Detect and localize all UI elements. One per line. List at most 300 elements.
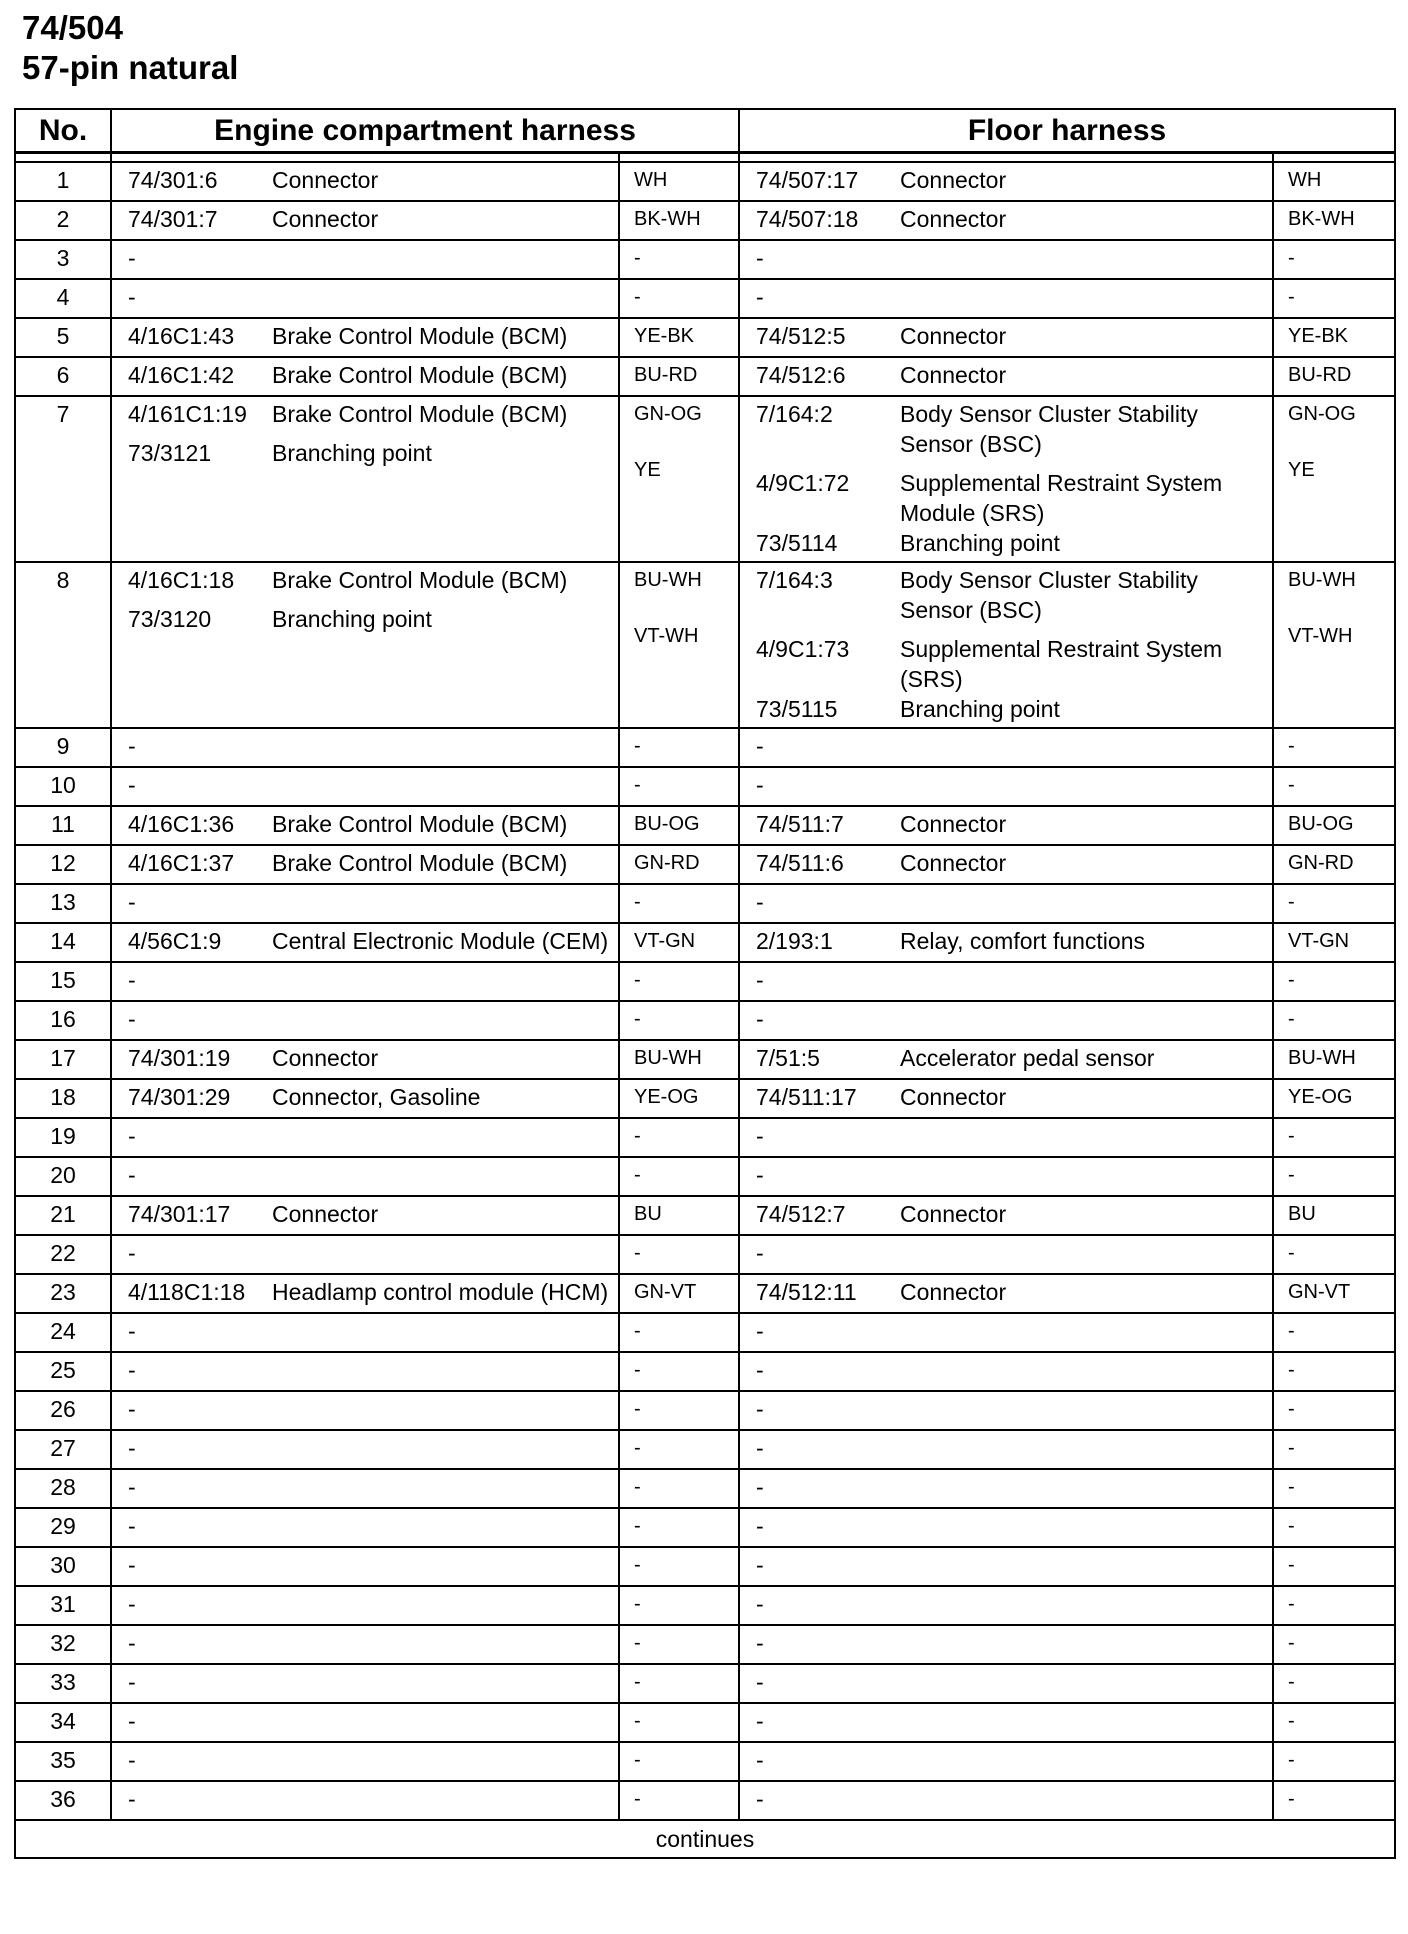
engine-wire-color-cell (619, 1508, 739, 1547)
engine-wire-color-cell (619, 1430, 739, 1469)
floor-wire-color: - (1288, 1476, 1295, 1498)
floor-wire-color-cell (1273, 884, 1395, 923)
engine-desc (272, 1433, 612, 1463)
floor-entry (756, 565, 1266, 625)
engine-ref: 4/16C1:36 (128, 811, 235, 837)
pin-number: 35 (15, 1742, 111, 1781)
floor-harness-cell (739, 1508, 1273, 1547)
floor-desc (900, 1433, 1266, 1463)
engine-harness-cell (111, 1040, 619, 1079)
engine-entry (128, 1784, 612, 1814)
engine-wire-color: YE-OG (634, 1086, 699, 1108)
table-row (15, 1664, 1395, 1703)
engine-desc: Connector (272, 206, 379, 232)
engine-ref: - (128, 1591, 136, 1617)
floor-desc (900, 1589, 1266, 1619)
pin-number: 32 (15, 1625, 111, 1664)
floor-ref: - (756, 1669, 764, 1695)
engine-harness-cell (111, 1664, 619, 1703)
engine-ref: 74/301:17 (128, 1201, 231, 1227)
floor-desc (900, 1745, 1266, 1775)
floor-ref: - (756, 1435, 764, 1461)
engine-wire-color-cell (619, 1352, 739, 1391)
floor-wire-color: BU (1288, 1203, 1316, 1225)
floor-entry (756, 1628, 1266, 1658)
engine-entry (128, 731, 612, 761)
floor-harness-cell (739, 562, 1273, 728)
floor-wire-color-cell (1273, 728, 1395, 767)
page-heading (22, 8, 238, 88)
engine-wire-color: BU-OG (634, 813, 700, 835)
engine-wire-color-cell (619, 1196, 739, 1235)
floor-harness-cell (739, 728, 1273, 767)
floor-desc: Connector (900, 1201, 1007, 1227)
floor-ref: 74/507:18 (756, 206, 859, 232)
engine-harness-cell (111, 357, 619, 396)
engine-desc: Brake Control Module (BCM) (272, 567, 568, 593)
floor-ref: - (756, 1318, 764, 1344)
table-row (15, 1508, 1395, 1547)
floor-harness-cell (739, 1196, 1273, 1235)
col-header-engine: Engine compartment harness (111, 109, 739, 153)
engine-desc (272, 1316, 612, 1346)
pin-number: 18 (15, 1079, 111, 1118)
engine-ref: 74/301:29 (128, 1084, 231, 1110)
floor-entry (756, 1082, 1266, 1112)
engine-wire-color: BU-RD (634, 364, 698, 386)
floor-ref: 4/9C1:72 (756, 470, 850, 496)
floor-wire-color: - (1288, 1008, 1295, 1030)
table-row (15, 240, 1395, 279)
pin-number: 8 (15, 562, 111, 728)
floor-wire-color-cell (1273, 1001, 1395, 1040)
floor-harness-cell (739, 1118, 1273, 1157)
engine-entry (128, 1160, 612, 1190)
floor-entry (756, 528, 1266, 558)
engine-wire-color: GN-RD (634, 852, 700, 874)
floor-harness-cell (739, 1040, 1273, 1079)
floor-desc (900, 1121, 1266, 1151)
engine-ref: 4/16C1:42 (128, 362, 235, 388)
engine-harness-cell (111, 767, 619, 806)
engine-wire-color: - (634, 735, 641, 757)
floor-entry (756, 1472, 1266, 1502)
floor-wire-color-cell (1273, 1235, 1395, 1274)
engine-wire-color-cell (619, 1586, 739, 1625)
floor-desc (900, 887, 1266, 917)
floor-desc: Body Sensor Cluster Stability Sensor (BSC) (900, 567, 1198, 623)
engine-desc (272, 1511, 612, 1541)
floor-ref: 74/512:11 (756, 1279, 857, 1305)
floor-desc: Connector (900, 1084, 1007, 1110)
engine-wire-color-cell (619, 357, 739, 396)
table-row (15, 1742, 1395, 1781)
engine-entry (128, 243, 612, 273)
floor-harness-cell (739, 1547, 1273, 1586)
engine-desc (272, 1745, 612, 1775)
engine-entry (128, 1667, 612, 1697)
engine-desc: Connector, Gasoline (272, 1084, 481, 1110)
engine-wire-color-cell (619, 1742, 739, 1781)
engine-ref: - (128, 1318, 136, 1344)
floor-ref: 73/5115 (756, 696, 838, 722)
floor-wire-color-cell (1273, 845, 1395, 884)
floor-entry (756, 1394, 1266, 1424)
table-row (15, 1274, 1395, 1313)
engine-entry (128, 1004, 612, 1034)
floor-wire-color: BU-WH (1288, 1047, 1356, 1069)
pin-number: 34 (15, 1703, 111, 1742)
floor-desc (900, 1472, 1266, 1502)
floor-desc: Connector (900, 206, 1007, 232)
engine-harness-cell (111, 728, 619, 767)
floor-wire-color-cell (1273, 1196, 1395, 1235)
engine-harness-cell (111, 884, 619, 923)
engine-wire-color: - (634, 1320, 641, 1342)
floor-ref: 74/512:6 (756, 362, 846, 388)
floor-wire-color: - (1288, 286, 1295, 308)
engine-desc: Brake Control Module (BCM) (272, 323, 568, 349)
floor-desc (900, 1160, 1266, 1190)
engine-ref: - (128, 1474, 136, 1500)
table-row (15, 1781, 1395, 1820)
pin-number: 10 (15, 767, 111, 806)
floor-desc (900, 1706, 1266, 1736)
pin-number: 25 (15, 1352, 111, 1391)
table-row (15, 1196, 1395, 1235)
engine-entry (128, 1628, 612, 1658)
col-header-floor: Floor harness (739, 109, 1395, 153)
floor-wire-color: - (1288, 774, 1295, 796)
floor-wire-color: GN-OG (1288, 403, 1356, 425)
floor-wire-color: YE-BK (1288, 325, 1349, 347)
engine-ref: 4/118C1:18 (128, 1279, 246, 1305)
floor-desc: Branching point (900, 696, 1060, 722)
floor-wire-color-cell (1273, 1430, 1395, 1469)
engine-entry (128, 438, 612, 468)
floor-entry (756, 1706, 1266, 1736)
floor-harness-cell (739, 845, 1273, 884)
floor-ref: 7/164:3 (756, 567, 833, 593)
engine-entry (128, 321, 612, 351)
floor-entry (756, 1199, 1266, 1229)
floor-harness-cell (739, 1742, 1273, 1781)
engine-wire-color-cell (619, 845, 739, 884)
floor-desc: Body Sensor Cluster Stability Sensor (BSC) (900, 401, 1198, 457)
floor-wire-color: YE-OG (1288, 1086, 1353, 1108)
engine-desc (272, 1589, 612, 1619)
floor-harness-cell (739, 1664, 1273, 1703)
engine-ref: 74/301:7 (128, 206, 218, 232)
table-row (15, 562, 1395, 728)
engine-wire-color-cell (619, 728, 739, 767)
floor-entry (756, 1745, 1266, 1775)
floor-wire-color-cell (1273, 396, 1395, 562)
engine-desc: Headlamp control module (HCM) (272, 1279, 609, 1305)
pin-number: 14 (15, 923, 111, 962)
floor-desc: Branching point (900, 530, 1060, 556)
engine-desc: Branching point (272, 606, 432, 632)
engine-harness-cell (111, 1001, 619, 1040)
engine-wire-color: - (634, 1632, 641, 1654)
pin-number: 3 (15, 240, 111, 279)
engine-ref: - (128, 1357, 136, 1383)
floor-desc (900, 243, 1266, 273)
engine-entry (128, 360, 612, 390)
engine-harness-cell (111, 1235, 619, 1274)
engine-wire-color: - (634, 247, 641, 269)
engine-wire-color-cell (619, 1703, 739, 1742)
engine-wire-color-cell (619, 1118, 739, 1157)
floor-wire-color-cell (1273, 1040, 1395, 1079)
floor-entry (756, 1004, 1266, 1034)
floor-wire-color: YE (1288, 459, 1315, 481)
engine-ref: 4/16C1:43 (128, 323, 235, 349)
floor-wire-color-cell (1273, 1742, 1395, 1781)
engine-ref: 4/56C1:9 (128, 928, 222, 954)
table-row (15, 1235, 1395, 1274)
floor-wire-color-cell (1273, 201, 1395, 240)
engine-wire-color: - (634, 1515, 641, 1537)
engine-ref: 74/301:6 (128, 167, 218, 193)
floor-desc: Connector (900, 323, 1007, 349)
floor-wire-color-cell (1273, 562, 1395, 728)
pin-number: 11 (15, 806, 111, 845)
engine-wire-color-cell (619, 318, 739, 357)
table-row (15, 396, 1395, 562)
floor-wire-color: BU-WH (1288, 569, 1356, 591)
table-row (15, 1469, 1395, 1508)
pin-rows (15, 162, 1395, 1820)
engine-entry (128, 1589, 612, 1619)
floor-wire-color: GN-VT (1288, 1281, 1351, 1303)
floor-ref: - (756, 889, 764, 915)
floor-wire-color: - (1288, 1593, 1295, 1615)
floor-ref: 74/512:7 (756, 1201, 846, 1227)
floor-wire-color: - (1288, 1437, 1295, 1459)
floor-desc: Connector (900, 1279, 1007, 1305)
floor-desc (900, 1355, 1266, 1385)
floor-ref: - (756, 733, 764, 759)
floor-wire-color-cell (1273, 1079, 1395, 1118)
floor-wire-color-cell (1273, 1313, 1395, 1352)
engine-harness-cell (111, 1391, 619, 1430)
engine-wire-color: GN-VT (634, 1281, 697, 1303)
floor-ref: 73/5114 (756, 530, 838, 556)
engine-entry (128, 1355, 612, 1385)
engine-entry (128, 1277, 612, 1307)
floor-entry (756, 1589, 1266, 1619)
engine-wire-color-cell (619, 1040, 739, 1079)
table-row (15, 923, 1395, 962)
floor-desc: Connector (900, 167, 1007, 193)
pin-number: 7 (15, 396, 111, 562)
pin-number: 33 (15, 1664, 111, 1703)
engine-wire-color-cell (619, 1391, 739, 1430)
floor-ref: 74/507:17 (756, 167, 859, 193)
engine-ref: - (128, 1708, 136, 1734)
floor-entry (756, 809, 1266, 839)
engine-entry (128, 1199, 612, 1229)
floor-entry (756, 282, 1266, 312)
floor-harness-cell (739, 240, 1273, 279)
table-row (15, 806, 1395, 845)
engine-harness-cell (111, 1157, 619, 1196)
engine-entry (128, 1043, 612, 1073)
engine-entry (128, 604, 612, 634)
pin-number: 4 (15, 279, 111, 318)
floor-wire-color-cell (1273, 1469, 1395, 1508)
floor-entry (756, 1043, 1266, 1073)
engine-wire-color: - (634, 1398, 641, 1420)
engine-wire-color: - (634, 1788, 641, 1810)
engine-harness-cell (111, 806, 619, 845)
engine-ref: - (128, 1435, 136, 1461)
table-row (15, 1703, 1395, 1742)
engine-wire-color: - (634, 286, 641, 308)
floor-wire-color-cell (1273, 357, 1395, 396)
floor-entry (756, 204, 1266, 234)
engine-desc (272, 1667, 612, 1697)
pin-number: 19 (15, 1118, 111, 1157)
floor-desc (900, 1511, 1266, 1541)
floor-ref: - (756, 1357, 764, 1383)
floor-desc (900, 1667, 1266, 1697)
table-row (15, 1001, 1395, 1040)
engine-wire-color-cell (619, 1781, 739, 1820)
engine-ref: - (128, 733, 136, 759)
engine-desc (272, 1004, 612, 1034)
engine-desc (272, 1550, 612, 1580)
engine-ref: - (128, 1396, 136, 1422)
floor-wire-color: - (1288, 1398, 1295, 1420)
pin-number: 30 (15, 1547, 111, 1586)
table-row (15, 1391, 1395, 1430)
floor-entry (756, 1433, 1266, 1463)
engine-ref: 4/161C1:19 (128, 401, 247, 427)
floor-entry (756, 321, 1266, 351)
engine-harness-cell (111, 1079, 619, 1118)
engine-wire-color-cell (619, 962, 739, 1001)
floor-desc (900, 1394, 1266, 1424)
floor-ref: - (756, 1591, 764, 1617)
floor-wire-color-cell (1273, 1781, 1395, 1820)
floor-ref: 4/9C1:73 (756, 636, 850, 662)
pin-table (14, 108, 1396, 1859)
floor-desc: Supplemental Restraint System Module (SRS) (900, 470, 1223, 526)
pin-number: 22 (15, 1235, 111, 1274)
engine-ref: - (128, 889, 136, 915)
col-header-no: No. (15, 109, 111, 153)
floor-wire-color: - (1288, 969, 1295, 991)
engine-wire-color: - (634, 1749, 641, 1771)
table-row (15, 279, 1395, 318)
engine-harness-cell (111, 1430, 619, 1469)
engine-desc: Brake Control Module (BCM) (272, 362, 568, 388)
floor-entry (756, 165, 1266, 195)
engine-harness-cell (111, 1625, 619, 1664)
engine-desc (272, 731, 612, 761)
engine-desc (272, 1784, 612, 1814)
floor-wire-color-cell (1273, 962, 1395, 1001)
engine-entry (128, 1706, 612, 1736)
floor-harness-cell (739, 1352, 1273, 1391)
pin-number: 24 (15, 1313, 111, 1352)
engine-desc: Brake Control Module (BCM) (272, 811, 568, 837)
engine-harness-cell (111, 1781, 619, 1820)
floor-wire-color: - (1288, 1320, 1295, 1342)
engine-wire-color-cell (619, 240, 739, 279)
floor-wire-color: - (1288, 1749, 1295, 1771)
floor-wire-color: VT-WH (1288, 625, 1353, 647)
floor-desc: Accelerator pedal sensor (900, 1045, 1155, 1071)
floor-wire-color-cell (1273, 1703, 1395, 1742)
engine-wire-color: - (634, 1008, 641, 1030)
engine-harness-cell (111, 1352, 619, 1391)
floor-wire-color-cell (1273, 1391, 1395, 1430)
engine-ref: 73/3120 (128, 606, 212, 632)
engine-ref: 4/16C1:18 (128, 567, 235, 593)
floor-ref: - (756, 1006, 764, 1032)
floor-wire-color: WH (1288, 169, 1322, 191)
engine-harness-cell (111, 1118, 619, 1157)
table-footer: continues (15, 1820, 1395, 1858)
engine-harness-cell (111, 162, 619, 201)
floor-desc: Connector (900, 811, 1007, 837)
engine-wire-color: WH (634, 169, 668, 191)
floor-harness-cell (739, 1430, 1273, 1469)
engine-entry (128, 809, 612, 839)
engine-entry (128, 1316, 612, 1346)
floor-ref: 74/511:6 (756, 850, 844, 876)
floor-harness-cell (739, 767, 1273, 806)
table-row (15, 1430, 1395, 1469)
floor-wire-color: - (1288, 891, 1295, 913)
floor-entry (756, 1121, 1266, 1151)
table-row (15, 1625, 1395, 1664)
engine-desc (272, 1355, 612, 1385)
engine-desc: Connector (272, 1045, 379, 1071)
pin-number: 6 (15, 357, 111, 396)
engine-desc (272, 243, 612, 273)
floor-harness-cell (739, 1235, 1273, 1274)
floor-ref: - (756, 1162, 764, 1188)
engine-wire-color: - (634, 1593, 641, 1615)
pin-number: 20 (15, 1157, 111, 1196)
engine-wire-color: - (634, 1671, 641, 1693)
engine-desc (272, 282, 612, 312)
floor-harness-cell (739, 396, 1273, 562)
pin-number: 16 (15, 1001, 111, 1040)
engine-harness-cell (111, 1196, 619, 1235)
floor-harness-cell (739, 1274, 1273, 1313)
engine-harness-cell (111, 1547, 619, 1586)
pin-number: 31 (15, 1586, 111, 1625)
engine-ref: - (128, 1630, 136, 1656)
engine-wire-color-cell (619, 1469, 739, 1508)
engine-entry (128, 1550, 612, 1580)
floor-ref: - (756, 1630, 764, 1656)
floor-entry (756, 731, 1266, 761)
floor-wire-color: BU-OG (1288, 813, 1354, 835)
floor-wire-color: GN-RD (1288, 852, 1354, 874)
engine-ref: 73/3121 (128, 440, 212, 466)
floor-wire-color-cell (1273, 806, 1395, 845)
table-row (15, 318, 1395, 357)
floor-harness-cell (739, 318, 1273, 357)
floor-wire-color-cell (1273, 1508, 1395, 1547)
floor-wire-color-cell (1273, 318, 1395, 357)
